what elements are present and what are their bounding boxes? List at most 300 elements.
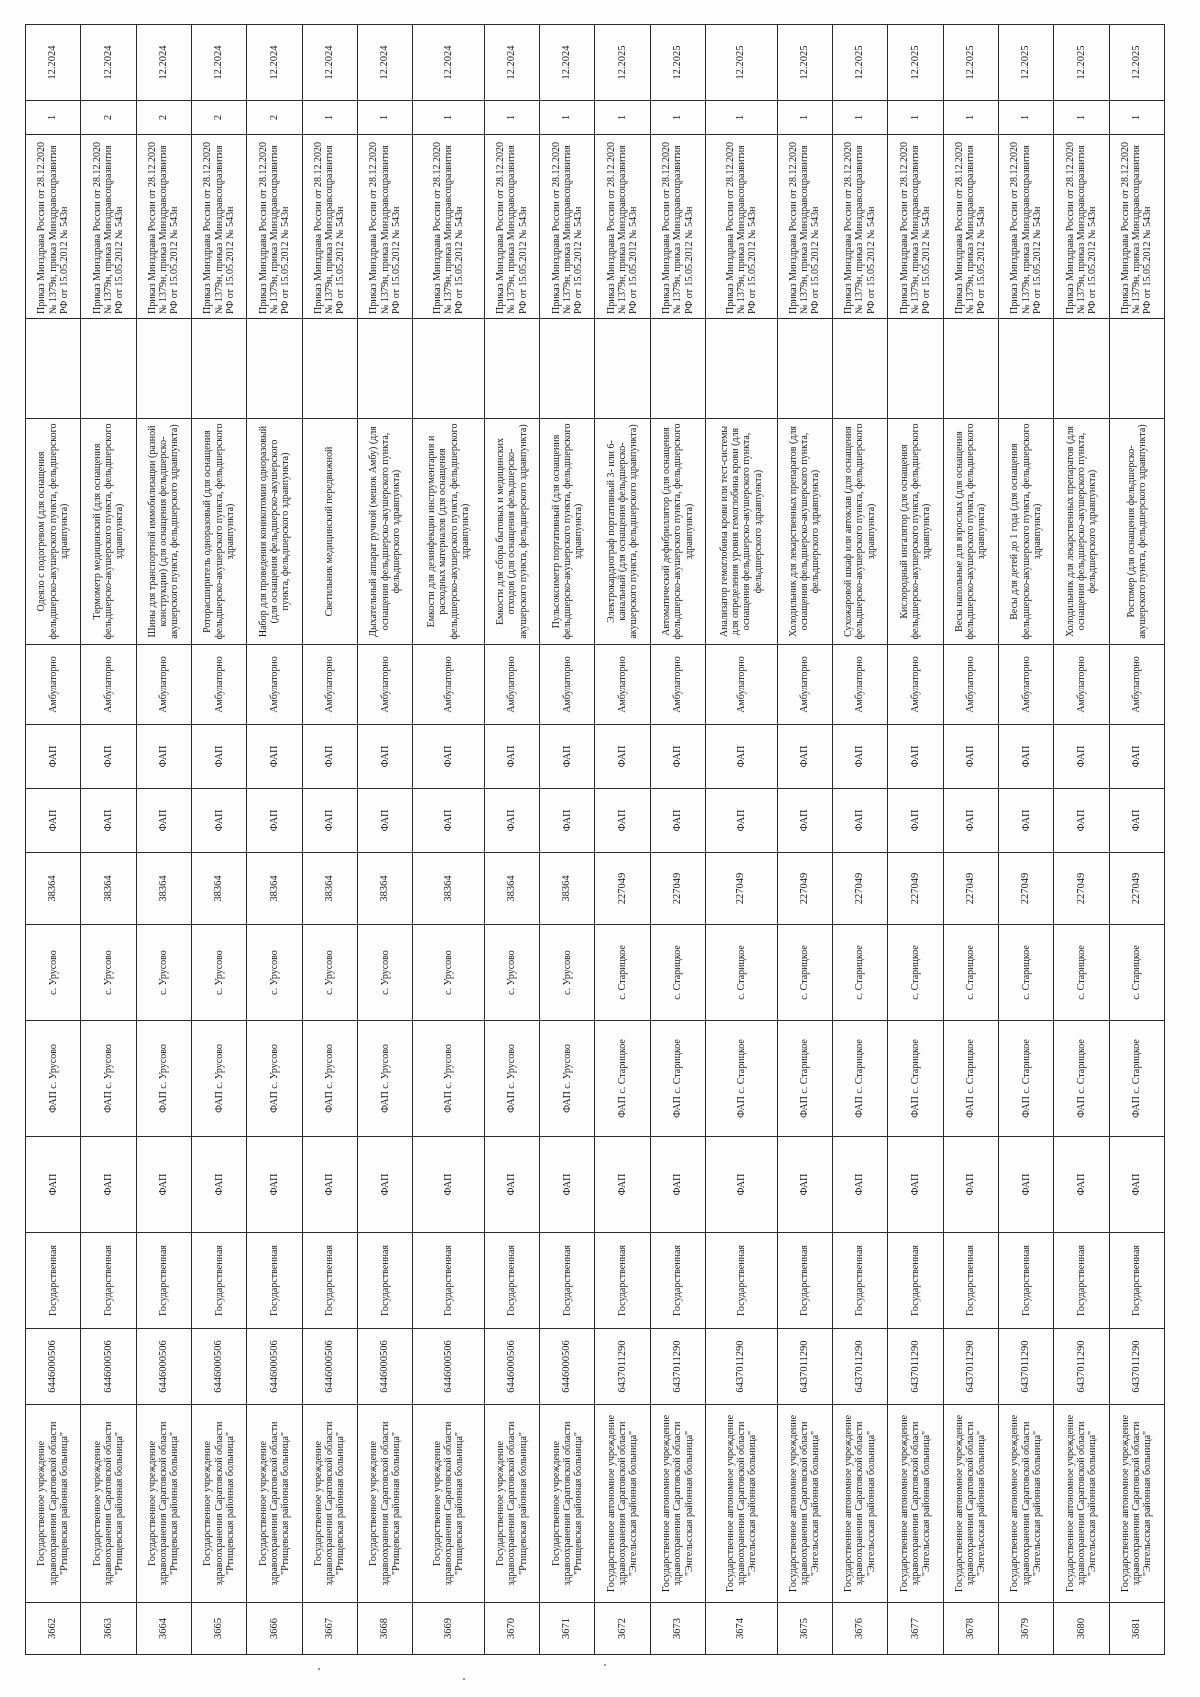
cell-number: 3665: [192, 1603, 247, 1655]
cell-facility-name: ФАП с. Старицкое: [832, 1021, 887, 1137]
cell-deadline: 12.2025: [650, 25, 705, 101]
cell-empty: [302, 319, 357, 419]
equipment-table: [25, 24, 1165, 1655]
cell-unit-type-1: ФАП: [136, 789, 191, 853]
cell-unit-type-1: ФАП: [595, 789, 650, 853]
cell-unit-type-1: ФАП: [832, 789, 887, 853]
cell-settlement-code: 38364: [136, 853, 191, 925]
cell-ownership: Государственная: [358, 1233, 413, 1329]
cell-equipment: Весы для детей до 1 года (для оснащения фельдшерско-акушерского пункта, фельдшерского здравпункта): [998, 419, 1053, 645]
cell-equipment: Набор для проведения коникотомии одноразовый (для оснащения фельдшерско-акушерского пункта, фельдшерского здравпункта): [247, 419, 302, 645]
cell-quantity: 1: [595, 101, 650, 135]
cell-deadline: 12.2025: [595, 25, 650, 101]
table-row-3668: [358, 25, 413, 1655]
cell-inn: 6437011290: [1109, 1329, 1164, 1405]
table-row-3675: [777, 25, 832, 1655]
cell-settlement: с. Урусово: [358, 925, 413, 1021]
cell-inn: 6446000506: [136, 1329, 191, 1405]
cell-inn: 6437011290: [706, 1329, 777, 1405]
table-row-3674: [706, 25, 777, 1655]
cell-settlement: с. Старицкое: [888, 925, 943, 1021]
cell-facility-type: ФАП: [595, 1137, 650, 1233]
cell-facility-name: ФАП с. Урусово: [484, 1021, 539, 1137]
cell-facility-name: ФАП с. Урусово: [302, 1021, 357, 1137]
cell-care-condition: Амбулаторно: [832, 645, 887, 725]
cell-facility-name: ФАП с. Урусово: [413, 1021, 484, 1137]
cell-legal-basis: Приказ Минздрава России от 28.12.2020 № 1379н, приказ Минздравсоцразвития РФ от 15.05.2012 № 543н: [192, 135, 247, 319]
cell-organization: Государственное учреждение здравоохранения Саратовской области "Ртищевская районная больница": [136, 1405, 191, 1603]
table-row-3677: [888, 25, 943, 1655]
cell-facility-name: ФАП с. Урусово: [192, 1021, 247, 1137]
cell-organization: Государственное автономное учреждение здравоохранения Саратовской области "Энгельсская районная больница": [595, 1405, 650, 1603]
cell-legal-basis: Приказ Минздрава России от 28.12.2020 № 1379н, приказ Минздравсоцразвития РФ от 15.05.2012 № 543н: [358, 135, 413, 319]
cell-organization: Государственное учреждение здравоохранения Саратовской области "Ртищевская районная больница": [540, 1405, 595, 1603]
cell-settlement: с. Урусово: [81, 925, 136, 1021]
cell-legal-basis: Приказ Минздрава России от 28.12.2020 № 1379н, приказ Минздравсоцразвития РФ от 15.05.2012 № 543н: [302, 135, 357, 319]
cell-settlement-code: 227049: [943, 853, 998, 925]
cell-unit-type-1: ФАП: [650, 789, 705, 853]
cell-quantity: 2: [247, 101, 302, 135]
cell-number: 3668: [358, 1603, 413, 1655]
cell-number: 3676: [832, 1603, 887, 1655]
cell-unit-type-2: ФАП: [943, 725, 998, 789]
cell-empty: [943, 319, 998, 419]
cell-empty: [192, 319, 247, 419]
cell-facility-name: ФАП с. Урусово: [81, 1021, 136, 1137]
scan-speck: [463, 1678, 465, 1680]
cell-equipment: Термометр медицинский (для оснащения фельдшерско-акушерского пункта, фельдшерского здравпункта): [81, 419, 136, 645]
cell-equipment: Емкости для дезинфекции инструментария и расходных материалов (для оснащения фельдшерско-акушерского пункта, фельдшерского здравпункта): [413, 419, 484, 645]
cell-unit-type-1: ФАП: [358, 789, 413, 853]
cell-settlement-code: 38364: [247, 853, 302, 925]
cell-settlement-code: 38364: [26, 853, 81, 925]
cell-organization: Государственное автономное учреждение здравоохранения Саратовской области "Энгельсская районная больница": [888, 1405, 943, 1603]
cell-settlement: с. Урусово: [136, 925, 191, 1021]
cell-unit-type-1: ФАП: [540, 789, 595, 853]
cell-number: 3666: [247, 1603, 302, 1655]
cell-number: 3664: [136, 1603, 191, 1655]
cell-facility-name: ФАП с. Старицкое: [1109, 1021, 1164, 1137]
cell-number: 3681: [1109, 1603, 1164, 1655]
cell-equipment: Холодильник для лекарственных препаратов (для оснащения фельдшерско-акушерского пункта, фельдшерского здравпункта): [777, 419, 832, 645]
cell-quantity: 1: [413, 101, 484, 135]
cell-settlement-code: 227049: [1109, 853, 1164, 925]
cell-unit-type-2: ФАП: [1054, 725, 1109, 789]
cell-quantity: 2: [136, 101, 191, 135]
cell-inn: 6446000506: [302, 1329, 357, 1405]
cell-care-condition: Амбулаторно: [888, 645, 943, 725]
cell-deadline: 12.2025: [943, 25, 998, 101]
cell-ownership: Государственная: [998, 1233, 1053, 1329]
table-row-3663: [81, 25, 136, 1655]
table-row-3679: [998, 25, 1053, 1655]
cell-facility-type: ФАП: [1054, 1137, 1109, 1233]
cell-care-condition: Амбулаторно: [1109, 645, 1164, 725]
cell-ownership: Государственная: [484, 1233, 539, 1329]
cell-equipment: Сухожаровой шкаф или автоклав (для оснащения фельдшерско-акушерского пункта, фельдшерского здравпункта): [832, 419, 887, 645]
cell-facility-type: ФАП: [302, 1137, 357, 1233]
cell-quantity: 1: [484, 101, 539, 135]
cell-empty: [413, 319, 484, 419]
table-row-3671: [540, 25, 595, 1655]
cell-quantity: 1: [832, 101, 887, 135]
cell-deadline: 12.2025: [832, 25, 887, 101]
cell-legal-basis: Приказ Минздрава России от 28.12.2020 № 1379н, приказ Минздравсоцразвития РФ от 15.05.2012 № 543н: [1054, 135, 1109, 319]
cell-settlement-code: 227049: [706, 853, 777, 925]
cell-inn: 6437011290: [650, 1329, 705, 1405]
cell-unit-type-1: ФАП: [943, 789, 998, 853]
cell-inn: 6446000506: [540, 1329, 595, 1405]
cell-facility-name: ФАП с. Старицкое: [595, 1021, 650, 1137]
cell-quantity: 1: [1109, 101, 1164, 135]
cell-ownership: Государственная: [777, 1233, 832, 1329]
cell-facility-type: ФАП: [26, 1137, 81, 1233]
cell-unit-type-2: ФАП: [26, 725, 81, 789]
table-row-3667: [302, 25, 357, 1655]
cell-unit-type-1: ФАП: [1109, 789, 1164, 853]
cell-quantity: 1: [888, 101, 943, 135]
cell-settlement-code: 38364: [192, 853, 247, 925]
cell-facility-name: ФАП с. Старицкое: [706, 1021, 777, 1137]
cell-care-condition: Амбулаторно: [650, 645, 705, 725]
cell-quantity: 1: [26, 101, 81, 135]
cell-settlement-code: 227049: [888, 853, 943, 925]
cell-settlement: с. Урусово: [413, 925, 484, 1021]
cell-legal-basis: Приказ Минздрава России от 28.12.2020 № 1379н, приказ Минздравсоцразвития РФ от 15.05.2012 № 543н: [247, 135, 302, 319]
cell-quantity: 1: [998, 101, 1053, 135]
cell-inn: 6437011290: [943, 1329, 998, 1405]
cell-ownership: Государственная: [1054, 1233, 1109, 1329]
cell-quantity: 2: [81, 101, 136, 135]
cell-facility-type: ФАП: [413, 1137, 484, 1233]
cell-facility-name: ФАП с. Старицкое: [998, 1021, 1053, 1137]
cell-equipment: Анализатор гемоглобина крови или тест-системы для определения уровня гемоглобина крови (для оснащения фельдшерско-акушерского пункта, фельдшерского здравпункта): [706, 419, 777, 645]
cell-unit-type-2: ФАП: [832, 725, 887, 789]
cell-facility-type: ФАП: [777, 1137, 832, 1233]
table-row-3665: [192, 25, 247, 1655]
cell-facility-type: ФАП: [888, 1137, 943, 1233]
cell-deadline: 12.2025: [777, 25, 832, 101]
cell-unit-type-2: ФАП: [484, 725, 539, 789]
cell-deadline: 12.2025: [1054, 25, 1109, 101]
cell-equipment: Емкости для сбора бытовых и медицинских отходов (для оснащения фельдшерско-акушерского пункта, фельдшерского здравпункта): [484, 419, 539, 645]
cell-settlement-code: 38364: [302, 853, 357, 925]
cell-organization: Государственное учреждение здравоохранения Саратовской области "Ртищевская районная больница": [484, 1405, 539, 1603]
cell-care-condition: Амбулаторно: [302, 645, 357, 725]
cell-unit-type-2: ФАП: [595, 725, 650, 789]
cell-facility-name: ФАП с. Урусово: [540, 1021, 595, 1137]
cell-number: 3680: [1054, 1603, 1109, 1655]
cell-unit-type-1: ФАП: [413, 789, 484, 853]
cell-number: 3662: [26, 1603, 81, 1655]
cell-unit-type-2: ФАП: [413, 725, 484, 789]
scan-speck: [318, 1668, 320, 1670]
cell-legal-basis: Приказ Минздрава России от 28.12.2020 № 1379н, приказ Минздравсоцразвития РФ от 15.05.2012 № 543н: [81, 135, 136, 319]
cell-empty: [1109, 319, 1164, 419]
cell-facility-name: ФАП с. Урусово: [136, 1021, 191, 1137]
cell-deadline: 12.2025: [1109, 25, 1164, 101]
cell-legal-basis: Приказ Минздрава России от 28.12.2020 № 1379н, приказ Минздравсоцразвития РФ от 15.05.2012 № 543н: [706, 135, 777, 319]
cell-ownership: Государственная: [81, 1233, 136, 1329]
cell-number: 3675: [777, 1603, 832, 1655]
cell-deadline: 12.2025: [888, 25, 943, 101]
cell-unit-type-1: ФАП: [302, 789, 357, 853]
cell-equipment: Весы напольные для взрослых (для оснащения фельдшерско-акушерского пункта, фельдшерского здравпункта): [943, 419, 998, 645]
cell-quantity: 1: [777, 101, 832, 135]
cell-empty: [777, 319, 832, 419]
cell-care-condition: Амбулаторно: [484, 645, 539, 725]
cell-legal-basis: Приказ Минздрава России от 28.12.2020 № 1379н, приказ Минздравсоцразвития РФ от 15.05.2012 № 543н: [595, 135, 650, 319]
cell-legal-basis: Приказ Минздрава России от 28.12.2020 № 1379н, приказ Минздравсоцразвития РФ от 15.05.2012 № 543н: [777, 135, 832, 319]
cell-unit-type-2: ФАП: [81, 725, 136, 789]
cell-facility-type: ФАП: [540, 1137, 595, 1233]
cell-quantity: 1: [943, 101, 998, 135]
cell-facility-name: ФАП с. Старицкое: [943, 1021, 998, 1137]
cell-care-condition: Амбулаторно: [1054, 645, 1109, 725]
table-row-3673: [650, 25, 705, 1655]
table-row-3676: [832, 25, 887, 1655]
cell-number: 3672: [595, 1603, 650, 1655]
cell-deadline: 12.2024: [540, 25, 595, 101]
cell-deadline: 12.2024: [302, 25, 357, 101]
cell-ownership: Государственная: [540, 1233, 595, 1329]
cell-deadline: 12.2024: [81, 25, 136, 101]
cell-inn: 6446000506: [192, 1329, 247, 1405]
cell-facility-type: ФАП: [192, 1137, 247, 1233]
cell-equipment: Пульсоксиметр портативный (для оснащения фельдшерско-акушерского пункта, фельдшерского здравпункта): [540, 419, 595, 645]
cell-equipment: Дыхательный аппарат ручной (мешок Амбу) (для оснащения фельдшерско-акушерского пункта, фельдшерского здравпункта): [358, 419, 413, 645]
cell-facility-type: ФАП: [81, 1137, 136, 1233]
cell-unit-type-1: ФАП: [888, 789, 943, 853]
cell-care-condition: Амбулаторно: [595, 645, 650, 725]
cell-inn: 6437011290: [832, 1329, 887, 1405]
cell-unit-type-1: ФАП: [1054, 789, 1109, 853]
cell-number: 3671: [540, 1603, 595, 1655]
table-row-3666: [247, 25, 302, 1655]
cell-ownership: Государственная: [943, 1233, 998, 1329]
cell-facility-name: ФАП с. Урусово: [358, 1021, 413, 1137]
cell-settlement-code: 38364: [413, 853, 484, 925]
cell-quantity: 1: [650, 101, 705, 135]
cell-care-condition: Амбулаторно: [136, 645, 191, 725]
cell-ownership: Государственная: [650, 1233, 705, 1329]
cell-deadline: 12.2024: [247, 25, 302, 101]
table-body: [26, 25, 1165, 1655]
cell-unit-type-1: ФАП: [706, 789, 777, 853]
table-row-3678: [943, 25, 998, 1655]
cell-empty: [136, 319, 191, 419]
cell-legal-basis: Приказ Минздрава России от 28.12.2020 № 1379н, приказ Минздравсоцразвития РФ от 15.05.2012 № 543н: [943, 135, 998, 319]
cell-care-condition: Амбулаторно: [192, 645, 247, 725]
cell-inn: 6446000506: [484, 1329, 539, 1405]
cell-unit-type-2: ФАП: [777, 725, 832, 789]
cell-unit-type-1: ФАП: [192, 789, 247, 853]
cell-empty: [81, 319, 136, 419]
cell-settlement-code: 227049: [832, 853, 887, 925]
table-row-3670: [484, 25, 539, 1655]
cell-settlement: с. Урусово: [484, 925, 539, 1021]
cell-organization: Государственное автономное учреждение здравоохранения Саратовской области "Энгельсская районная больница": [1054, 1405, 1109, 1603]
table-row-3662: [26, 25, 81, 1655]
cell-legal-basis: Приказ Минздрава России от 28.12.2020 № 1379н, приказ Минздравсоцразвития РФ от 15.05.2012 № 543н: [136, 135, 191, 319]
cell-legal-basis: Приказ Минздрава России от 28.12.2020 № 1379н, приказ Минздравсоцразвития РФ от 15.05.2012 № 543н: [26, 135, 81, 319]
cell-ownership: Государственная: [247, 1233, 302, 1329]
cell-quantity: 1: [1054, 101, 1109, 135]
cell-ownership: Государственная: [413, 1233, 484, 1329]
cell-settlement: с. Старицкое: [1109, 925, 1164, 1021]
cell-deadline: 12.2025: [706, 25, 777, 101]
cell-unit-type-2: ФАП: [192, 725, 247, 789]
cell-unit-type-1: ФАП: [81, 789, 136, 853]
cell-number: 3674: [706, 1603, 777, 1655]
cell-care-condition: Амбулаторно: [943, 645, 998, 725]
cell-facility-name: ФАП с. Старицкое: [1054, 1021, 1109, 1137]
cell-equipment: Ростомер (для оснащения фельдшерско-акушерского пункта, фельдшерского здравпункта): [1109, 419, 1164, 645]
cell-organization: Государственное автономное учреждение здравоохранения Саратовской области "Энгельсская районная больница": [998, 1405, 1053, 1603]
cell-ownership: Государственная: [26, 1233, 81, 1329]
cell-facility-type: ФАП: [706, 1137, 777, 1233]
cell-organization: Государственное учреждение здравоохранения Саратовской области "Ртищевская районная больница": [81, 1405, 136, 1603]
cell-settlement: с. Урусово: [540, 925, 595, 1021]
cell-legal-basis: Приказ Минздрава России от 28.12.2020 № 1379н, приказ Минздравсоцразвития РФ от 15.05.2012 № 543н: [1109, 135, 1164, 319]
cell-unit-type-2: ФАП: [650, 725, 705, 789]
cell-empty: [540, 319, 595, 419]
cell-equipment: Роторасширитель одноразовый (для оснащения фельдшерско-акушерского пункта, фельдшерского здравпункта): [192, 419, 247, 645]
cell-number: 3670: [484, 1603, 539, 1655]
cell-unit-type-2: ФАП: [998, 725, 1053, 789]
cell-legal-basis: Приказ Минздрава России от 28.12.2020 № 1379н, приказ Минздравсоцразвития РФ от 15.05.2012 № 543н: [484, 135, 539, 319]
cell-organization: Государственное учреждение здравоохранения Саратовской области "Ртищевская районная больница": [413, 1405, 484, 1603]
cell-equipment: Кислородный ингалятор (для оснащения фельдшерско-акушерского пункта, фельдшерского здравпункта): [888, 419, 943, 645]
cell-organization: Государственное автономное учреждение здравоохранения Саратовской области "Энгельсская районная больница": [777, 1405, 832, 1603]
cell-settlement: с. Урусово: [26, 925, 81, 1021]
cell-organization: Государственное учреждение здравоохранения Саратовской области "Ртищевская районная больница": [358, 1405, 413, 1603]
cell-facility-name: ФАП с. Урусово: [247, 1021, 302, 1137]
cell-inn: 6446000506: [81, 1329, 136, 1405]
cell-care-condition: Амбулаторно: [247, 645, 302, 725]
cell-unit-type-2: ФАП: [302, 725, 357, 789]
cell-facility-type: ФАП: [358, 1137, 413, 1233]
cell-deadline: 12.2024: [413, 25, 484, 101]
cell-number: 3669: [413, 1603, 484, 1655]
cell-settlement: с. Старицкое: [998, 925, 1053, 1021]
cell-equipment: Шины для транспортной иммобилизации (разной конструкции) (для оснащения фельдшерско-акушерского пункта, фельдшерского здравпункта): [136, 419, 191, 645]
cell-ownership: Государственная: [1109, 1233, 1164, 1329]
cell-settlement-code: 227049: [595, 853, 650, 925]
cell-settlement: с. Старицкое: [777, 925, 832, 1021]
cell-unit-type-2: ФАП: [1109, 725, 1164, 789]
cell-deadline: 12.2025: [998, 25, 1053, 101]
cell-unit-type-1: ФАП: [998, 789, 1053, 853]
table-row-3664: [136, 25, 191, 1655]
cell-organization: Государственное автономное учреждение здравоохранения Саратовской области "Энгельсская районная больница": [832, 1405, 887, 1603]
cell-equipment: Одеяло с подогревом (для оснащения фельдшерско-акушерского пункта, фельдшерского здравпункта): [26, 419, 81, 645]
table-row-3669: [413, 25, 484, 1655]
cell-inn: 6446000506: [413, 1329, 484, 1405]
cell-inn: 6437011290: [777, 1329, 832, 1405]
cell-empty: [650, 319, 705, 419]
cell-unit-type-1: ФАП: [26, 789, 81, 853]
table-row-3681: [1109, 25, 1164, 1655]
cell-facility-type: ФАП: [832, 1137, 887, 1233]
cell-organization: Государственное автономное учреждение здравоохранения Саратовской области "Энгельсская районная больница": [650, 1405, 705, 1603]
cell-unit-type-2: ФАП: [136, 725, 191, 789]
cell-ownership: Государственная: [192, 1233, 247, 1329]
cell-facility-type: ФАП: [247, 1137, 302, 1233]
cell-care-condition: Амбулаторно: [26, 645, 81, 725]
cell-quantity: 1: [540, 101, 595, 135]
cell-empty: [26, 319, 81, 419]
cell-care-condition: Амбулаторно: [540, 645, 595, 725]
cell-organization: Государственное автономное учреждение здравоохранения Саратовской области "Энгельсская районная больница": [1109, 1405, 1164, 1603]
cell-ownership: Государственная: [888, 1233, 943, 1329]
cell-settlement: с. Старицкое: [943, 925, 998, 1021]
cell-care-condition: Амбулаторно: [706, 645, 777, 725]
cell-settlement-code: 227049: [1054, 853, 1109, 925]
cell-facility-type: ФАП: [998, 1137, 1053, 1233]
cell-settlement-code: 38364: [358, 853, 413, 925]
cell-equipment: Электрокардиограф портативный 3- или 6-канальный (для оснащения фельдшерско-акушерского пункта, фельдшерского здравпункта): [595, 419, 650, 645]
cell-organization: Государственное учреждение здравоохранения Саратовской области "Ртищевская районная больница": [192, 1405, 247, 1603]
cell-inn: 6446000506: [26, 1329, 81, 1405]
cell-settlement-code: 227049: [998, 853, 1053, 925]
table-row-3680: [1054, 25, 1109, 1655]
cell-inn: 6437011290: [595, 1329, 650, 1405]
cell-deadline: 12.2024: [26, 25, 81, 101]
cell-facility-type: ФАП: [136, 1137, 191, 1233]
cell-unit-type-2: ФАП: [540, 725, 595, 789]
cell-settlement-code: 38364: [81, 853, 136, 925]
cell-empty: [832, 319, 887, 419]
cell-deadline: 12.2024: [358, 25, 413, 101]
cell-legal-basis: Приказ Минздрава России от 28.12.2020 № 1379н, приказ Минздравсоцразвития РФ от 15.05.2012 № 543н: [832, 135, 887, 319]
cell-facility-name: ФАП с. Старицкое: [777, 1021, 832, 1137]
cell-number: 3678: [943, 1603, 998, 1655]
cell-legal-basis: Приказ Минздрава России от 28.12.2020 № 1379н, приказ Минздравсоцразвития РФ от 15.05.2012 № 543н: [413, 135, 484, 319]
cell-unit-type-1: ФАП: [777, 789, 832, 853]
cell-ownership: Государственная: [595, 1233, 650, 1329]
cell-empty: [484, 319, 539, 419]
cell-quantity: 1: [706, 101, 777, 135]
rotated-table-wrapper: [25, 25, 1165, 1655]
cell-settlement-code: 38364: [484, 853, 539, 925]
cell-empty: [998, 319, 1053, 419]
cell-unit-type-2: ФАП: [358, 725, 413, 789]
cell-care-condition: Амбулаторно: [81, 645, 136, 725]
cell-settlement-code: 227049: [777, 853, 832, 925]
cell-facility-type: ФАП: [650, 1137, 705, 1233]
cell-organization: Государственное учреждение здравоохранения Саратовской области "Ртищевская районная больница": [247, 1405, 302, 1603]
cell-care-condition: Амбулаторно: [358, 645, 413, 725]
cell-empty: [595, 319, 650, 419]
cell-facility-name: ФАП с. Урусово: [26, 1021, 81, 1137]
cell-settlement: с. Урусово: [192, 925, 247, 1021]
cell-deadline: 12.2024: [484, 25, 539, 101]
cell-ownership: Государственная: [136, 1233, 191, 1329]
cell-ownership: Государственная: [706, 1233, 777, 1329]
cell-organization: Государственное учреждение здравоохранения Саратовской области "Ртищевская районная больница": [302, 1405, 357, 1603]
cell-care-condition: Амбулаторно: [413, 645, 484, 725]
cell-empty: [1054, 319, 1109, 419]
cell-deadline: 12.2024: [136, 25, 191, 101]
table-row-3672: [595, 25, 650, 1655]
cell-unit-type-1: ФАП: [247, 789, 302, 853]
cell-facility-type: ФАП: [484, 1137, 539, 1233]
cell-number: 3677: [888, 1603, 943, 1655]
cell-unit-type-2: ФАП: [706, 725, 777, 789]
cell-number: 3679: [998, 1603, 1053, 1655]
cell-quantity: 1: [358, 101, 413, 135]
